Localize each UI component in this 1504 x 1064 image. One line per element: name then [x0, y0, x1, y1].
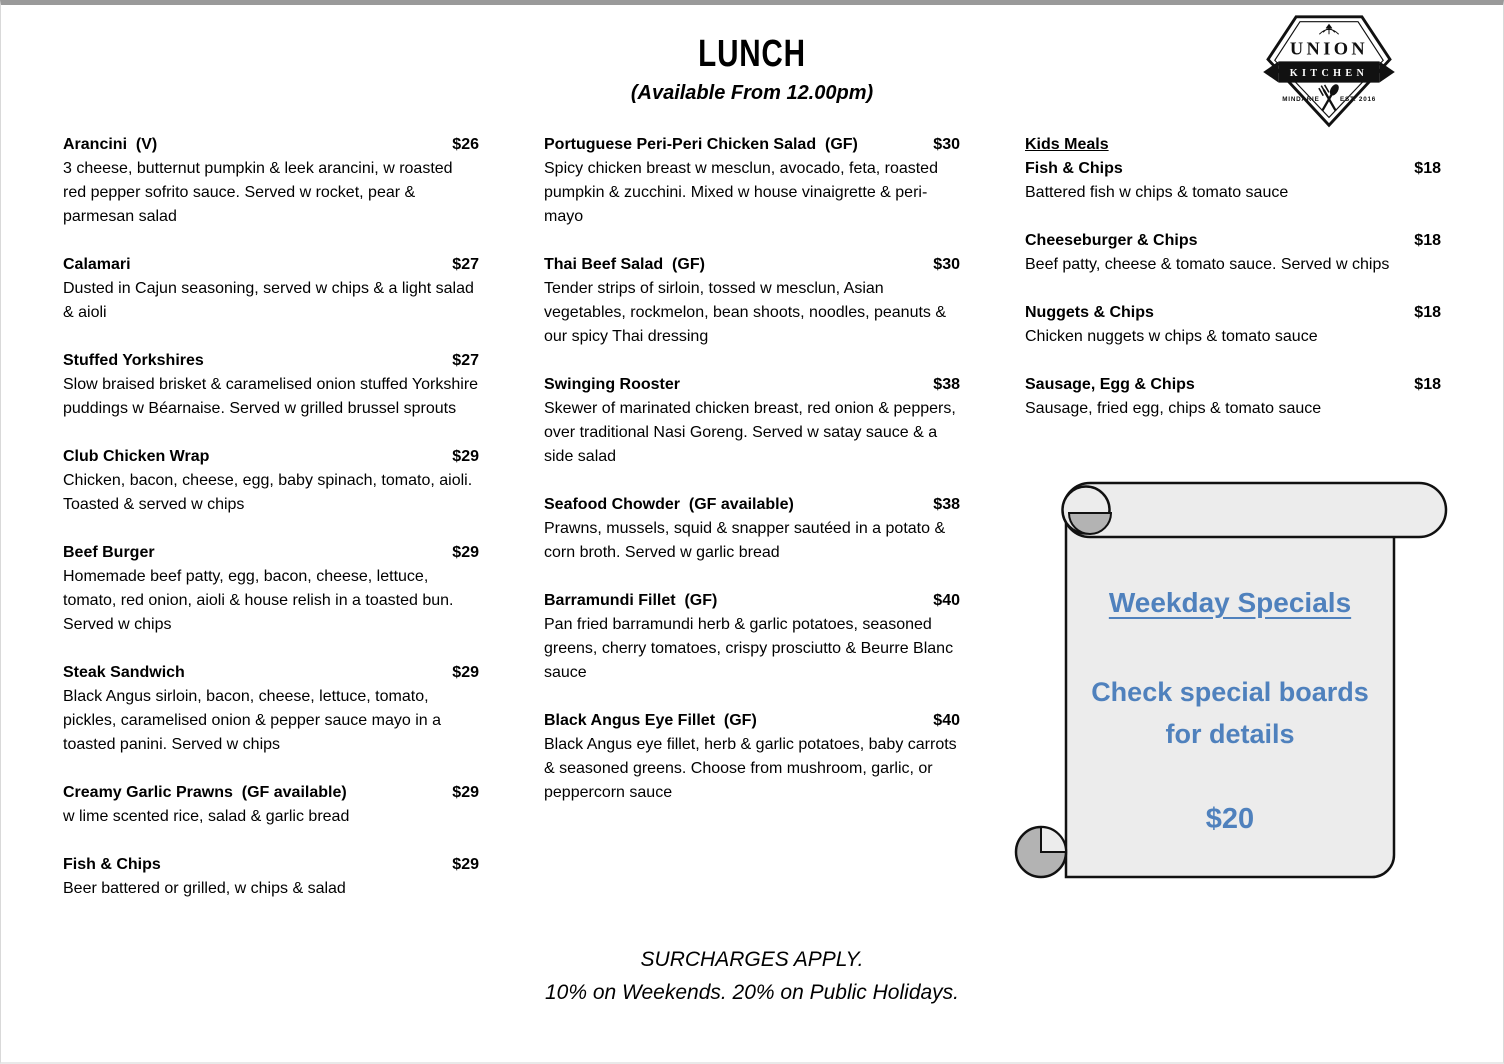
specials-price: $20	[1205, 803, 1255, 835]
item-name: Arancini (V)	[63, 136, 158, 153]
item-desc: Black Angus eye fillet, herb & garlic potatoes, baby carrots & seasoned greens. Choose from mushroom, garlic, or peppercorn sauce	[544, 736, 957, 801]
logo-banner: KITCHEN	[1289, 67, 1369, 79]
union-kitchen-logo-icon	[1257, 11, 1401, 131]
kids-meals-column	[1025, 133, 1441, 445]
item-price: $29	[452, 448, 479, 465]
logo-ribbon	[1263, 61, 1395, 82]
item-desc: Chicken, bacon, cheese, egg, baby spinach, tomato, aioli. Toasted & served w chips	[63, 472, 473, 513]
item-desc: Pan fried barramundi herb & garlic potatoes, seasoned greens, cherry tomatoes, crispy prosciutto & Beurre Blanc sauce	[544, 616, 954, 681]
surcharge-line1: SURCHARGES APPLY.	[640, 948, 864, 971]
logo-established: EST. 2016	[1340, 96, 1377, 104]
item-name: Creamy Garlic Prawns (GF available)	[63, 784, 347, 801]
item-desc: Skewer of marinated chicken breast, red onion & peppers, over traditional Nasi Goreng. Served w satay sauce & a side salad	[544, 400, 956, 465]
item-desc: Dusted in Cajun seasoning, served w chips & a light salad & aioli	[63, 280, 474, 321]
menu-item	[63, 445, 479, 517]
item-name: Fish & Chips	[1025, 160, 1123, 177]
menu-item	[544, 373, 960, 469]
lunch-column-1	[63, 133, 479, 925]
menu-item	[544, 133, 960, 229]
item-price: $40	[933, 592, 960, 609]
menu-item	[63, 133, 479, 229]
menu-item	[63, 541, 479, 637]
item-name: Club Chicken Wrap	[63, 448, 210, 465]
page-title: LUNCH	[698, 33, 806, 75]
item-desc: Chicken nuggets w chips & tomato sauce	[1025, 328, 1318, 345]
logo-location: MINDARIE	[1282, 96, 1320, 104]
menu-item	[63, 349, 479, 421]
menu-item	[544, 589, 960, 685]
specials-note	[1066, 671, 1394, 755]
item-name: Sausage, Egg & Chips	[1025, 376, 1195, 393]
item-name: Portuguese Peri-Peri Chicken Salad (GF)	[544, 136, 858, 153]
item-price: $18	[1414, 160, 1441, 177]
item-name: Thai Beef Salad (GF)	[544, 256, 705, 273]
item-price: $38	[933, 496, 960, 513]
menu-item	[63, 853, 479, 901]
item-price: $18	[1414, 232, 1441, 249]
menu-item	[63, 661, 479, 757]
item-price: $18	[1414, 376, 1441, 393]
item-name: Stuffed Yorkshires	[63, 352, 204, 369]
item-price: $40	[933, 712, 960, 729]
menu-item	[544, 493, 960, 565]
logo-name: UNION	[1289, 38, 1369, 59]
item-price: $27	[452, 256, 479, 273]
item-price: $30	[933, 136, 960, 153]
weekday-specials-panel	[1011, 475, 1451, 887]
menu-item	[544, 253, 960, 349]
item-price: $29	[452, 544, 479, 561]
item-name: Seafood Chowder (GF available)	[544, 496, 794, 513]
item-price: $29	[452, 664, 479, 681]
item-desc: Tender strips of sirloin, tossed w mesclun, Asian vegetables, rockmelon, bean shoots, noodles, peanuts & our spicy Thai dressing	[544, 280, 947, 345]
item-desc: Battered fish w chips & tomato sauce	[1025, 184, 1289, 201]
item-price: $29	[452, 784, 479, 801]
item-desc: Slow braised brisket & caramelised onion stuffed Yorkshire puddings w Béarnaise. Served w grilled brussel sprouts	[63, 376, 479, 417]
item-name: Cheeseburger & Chips	[1025, 232, 1198, 249]
item-desc: 3 cheese, butternut pumpkin & leek arancini, w roasted red pepper sofrito sauce. Served w rocket, pear & parmesan salad	[63, 160, 453, 225]
item-name: Black Angus Eye Fillet (GF)	[544, 712, 757, 729]
menu-item	[1025, 157, 1441, 205]
item-name: Fish & Chips	[63, 856, 161, 873]
item-name: Nuggets & Chips	[1025, 304, 1154, 321]
surcharge-line2: 10% on Weekends. 20% on Public Holidays.	[544, 981, 960, 1004]
item-price: $30	[933, 256, 960, 273]
page-subtitle: (Available From 12.00pm)	[630, 82, 874, 104]
kids-meals-heading: Kids Meals	[1025, 136, 1109, 153]
item-name: Swinging Rooster	[544, 376, 680, 393]
specials-note-line2: for details	[1165, 719, 1295, 749]
item-desc: Black Angus sirloin, bacon, cheese, lettuce, tomato, pickles, caramelised onion & pepper sauce mayo in a toasted panini. Served w chips	[63, 688, 441, 753]
specials-note-line1: Check special boards	[1091, 677, 1369, 707]
menu-item	[63, 253, 479, 325]
item-desc: Spicy chicken breast w mesclun, avocado, feta, roasted pumpkin & zucchini. Mixed w house vinaigrette & peri-mayo	[544, 160, 938, 225]
item-price: $18	[1414, 304, 1441, 321]
item-name: Steak Sandwich	[63, 664, 185, 681]
item-name: Barramundi Fillet (GF)	[544, 592, 718, 609]
lunch-column-2	[544, 133, 960, 829]
surcharge-notice	[1, 943, 1503, 1009]
menu-item	[1025, 301, 1441, 349]
weekday-specials-text	[1066, 537, 1394, 877]
item-price: $38	[933, 376, 960, 393]
item-desc: Beef patty, cheese & tomato sauce. Served w chips	[1025, 256, 1390, 273]
item-name: Calamari	[63, 256, 131, 273]
item-name: Beef Burger	[63, 544, 155, 561]
item-desc: Beer battered or grilled, w chips & salad	[63, 880, 346, 897]
item-desc: Prawns, mussels, squid & snapper sautéed in a potato & corn broth. Served w garlic bread	[544, 520, 946, 561]
menu-item	[1025, 229, 1441, 277]
specials-heading: Weekday Specials	[1108, 587, 1352, 618]
item-price: $27	[452, 352, 479, 369]
menu-item	[1025, 373, 1441, 421]
item-desc: w lime scented rice, salad & garlic bread	[63, 808, 350, 825]
item-desc: Homemade beef patty, egg, bacon, cheese, lettuce, tomato, red onion, aioli & house relish in a toasted bun. Served w chips	[63, 568, 454, 633]
menu-item	[63, 781, 479, 829]
menu-item	[544, 709, 960, 805]
item-price: $26	[452, 136, 479, 153]
item-desc: Sausage, fried egg, chips & tomato sauce	[1025, 400, 1322, 417]
item-price: $29	[452, 856, 479, 873]
